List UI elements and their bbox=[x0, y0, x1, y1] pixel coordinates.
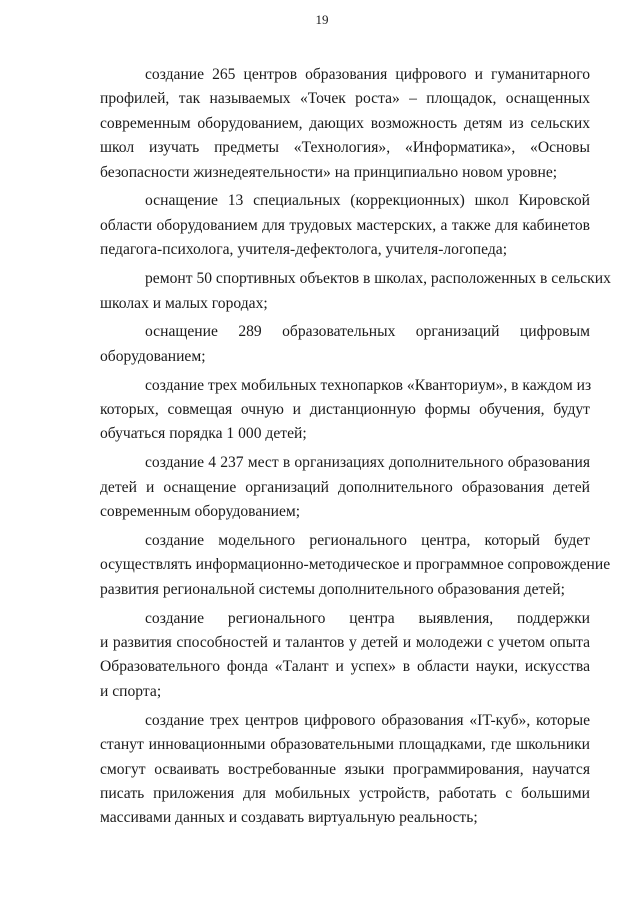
text-line: педагога-психолога, учителя-дефектолога, учителя-логопеда; bbox=[100, 241, 508, 259]
text-line: осуществлять информационно-методическое и программное сопровождение bbox=[100, 556, 611, 574]
text-line: и спорта; bbox=[100, 682, 162, 700]
text-line: профилей, так называемых «Точек роста» – площадок, оснащенных bbox=[100, 90, 590, 108]
list-item-paragraph bbox=[100, 63, 590, 185]
text-line: школ изучать предметы «Технология», «Информатика», «Основы bbox=[100, 139, 590, 157]
page-number: 19 bbox=[315, 12, 329, 27]
text-line: современным оборудованием; bbox=[100, 503, 301, 521]
text-line: создание регионального центра выявления, поддержки bbox=[145, 609, 590, 627]
text-line: массивами данных и создавать виртуальную реальность; bbox=[100, 809, 478, 827]
text-line: области оборудованием для трудовых мастерских, а также для кабинетов bbox=[100, 216, 590, 234]
list-item-paragraph bbox=[100, 529, 611, 602]
list-item-paragraph bbox=[100, 189, 590, 262]
text-line: которых, совмещая очную и дистанционную формы обучения, будут bbox=[100, 401, 590, 419]
text-line: современным оборудованием, дающих возможность детям из сельских bbox=[100, 114, 590, 132]
list-item-paragraph bbox=[100, 320, 590, 369]
text-line: детей и оснащение организаций дополнительного образования детей bbox=[100, 478, 590, 496]
text-line: оснащение 13 специальных (коррекционных) школ Кировской bbox=[145, 192, 590, 210]
text-line: писать приложения для мобильных устройств, работать с большими bbox=[100, 784, 590, 802]
text-line: обучаться порядка 1 000 детей; bbox=[100, 425, 307, 443]
text-line: и развития способностей и талантов у детей и молодежи с учетом опыта bbox=[100, 634, 590, 652]
text-line: оборудованием; bbox=[100, 347, 206, 365]
list-item-paragraph bbox=[100, 709, 590, 831]
list-item-paragraph bbox=[100, 267, 611, 316]
text-line: ремонт 50 спортивных объектов в школах, расположенных в сельских bbox=[145, 270, 611, 288]
list-item-paragraph bbox=[100, 374, 590, 447]
text-line: оснащение 289 образовательных организаций цифровым bbox=[145, 323, 590, 341]
text-line: безопасности жизнедеятельности» на принципиально новом уровне; bbox=[100, 163, 558, 181]
list-item-paragraph bbox=[100, 451, 590, 524]
text-line: смогут осваивать востребованные языки программирования, научатся bbox=[100, 760, 590, 778]
text-line: создание трех центров цифрового образования «IT-куб», которые bbox=[145, 711, 590, 729]
text-line: создание модельного регионального центра, который будет bbox=[145, 532, 590, 550]
text-line: Образовательного фонда «Талант и успех» в области науки, искусства bbox=[100, 658, 590, 676]
text-line: создание 265 центров образования цифрового и гуманитарного bbox=[145, 66, 590, 83]
body-text bbox=[100, 63, 611, 835]
text-line: создание 4 237 мест в организациях дополнительного образования bbox=[145, 454, 590, 472]
text-line: развития региональной системы дополнительного образования детей; bbox=[100, 580, 565, 598]
list-item-paragraph bbox=[100, 607, 590, 705]
text-line: станут инновационными образовательными площадками, где школьники bbox=[100, 736, 590, 754]
text-line: школах и малых городах; bbox=[100, 294, 268, 312]
text-line: создание трех мобильных технопарков «Кванториум», в каждом из bbox=[145, 376, 592, 394]
